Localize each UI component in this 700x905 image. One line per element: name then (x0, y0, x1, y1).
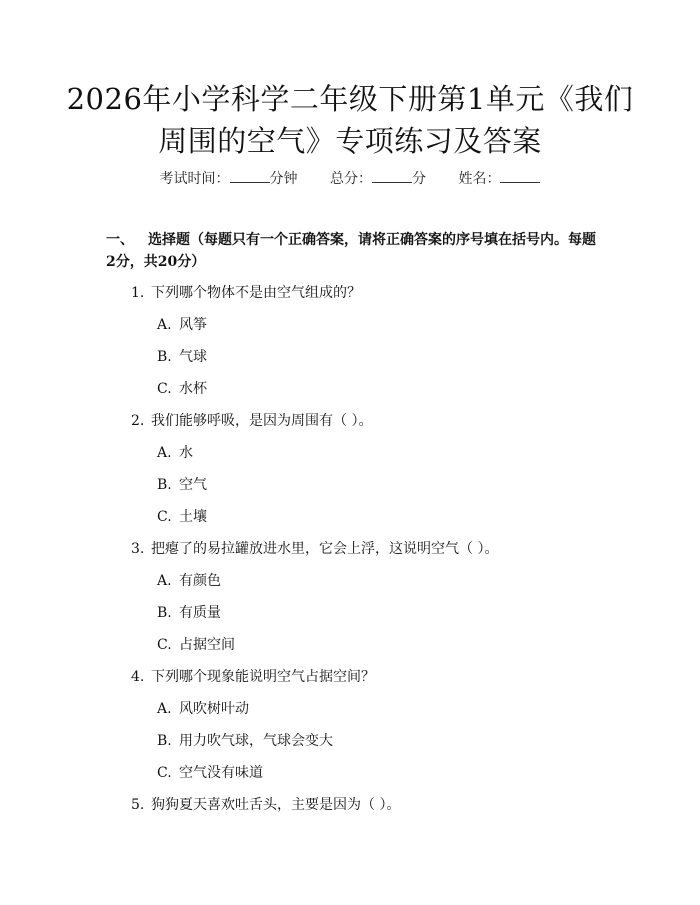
option-text: 空气 (179, 477, 207, 493)
exam-time-blank (230, 170, 270, 183)
exam-time-label: 考试时间： (159, 171, 230, 187)
option-text: 用力吹气球，气球会变大 (179, 733, 333, 749)
option-text: 占据空间 (179, 637, 235, 653)
question-text: 把瘪了的易拉罐放进水里，它会上浮，这说明空气（ ）。 (151, 541, 499, 557)
question-number: 3. (131, 541, 145, 557)
option-letter: A. (157, 573, 172, 589)
option-letter: A. (157, 317, 172, 333)
question-2-option-a (157, 442, 193, 462)
exam-info-line (0, 168, 700, 188)
question-3-option-a (157, 570, 221, 590)
exam-time (160, 168, 298, 188)
total-score-label: 总分： (330, 171, 372, 187)
question-2 (131, 410, 372, 430)
question-4-option-a (157, 698, 249, 718)
question-1 (131, 282, 361, 302)
question-5 (131, 794, 400, 814)
student-name-label: 姓名： (458, 171, 501, 187)
option-letter: C. (157, 509, 172, 525)
exam-time-unit: 分钟 (269, 171, 298, 187)
section-heading-text: 选择题（每题只有一个正确答案，请将正确答案的序号填在括号内。每题2分，共20分） (106, 232, 596, 270)
question-1-option-b (157, 346, 207, 366)
student-name (458, 168, 540, 188)
question-3-option-c (157, 634, 235, 654)
option-letter: C. (157, 765, 172, 781)
option-text: 风筝 (179, 317, 207, 333)
student-name-blank (500, 170, 540, 183)
option-text: 风吹树叶动 (179, 701, 249, 717)
question-1-option-c (157, 378, 207, 398)
option-letter: C. (157, 381, 172, 397)
question-2-option-c (157, 506, 207, 526)
option-letter: B. (157, 733, 172, 749)
question-4-option-b (157, 730, 333, 750)
option-letter: B. (157, 477, 172, 493)
option-text: 水杯 (179, 381, 207, 397)
section-number: 一、 (106, 232, 134, 248)
total-score-blank (372, 170, 412, 183)
total-score-unit: 分 (412, 171, 426, 187)
total-score (330, 168, 426, 188)
question-text: 下列哪个物体不是由空气组成的？ (151, 285, 361, 301)
section-heading (106, 229, 602, 273)
option-text: 气球 (179, 349, 207, 365)
page-title: 2026年小学科学二年级下册第1单元《我们周围的空气》专项练习及答案 (66, 82, 634, 158)
question-text: 我们能够呼吸，是因为周围有（ ）。 (151, 413, 373, 429)
option-text: 水 (179, 445, 193, 461)
question-3-option-b (157, 602, 221, 622)
question-number: 2. (131, 413, 145, 429)
option-letter: B. (157, 349, 172, 365)
question-number: 1. (131, 285, 145, 301)
question-text: 狗狗夏天喜欢吐舌头，主要是因为（ ）。 (151, 797, 401, 813)
question-3 (131, 538, 498, 558)
question-text: 下列哪个现象能说明空气占据空间？ (151, 669, 375, 685)
question-4-option-c (157, 762, 263, 782)
option-text: 空气没有味道 (179, 765, 263, 781)
option-letter: A. (157, 445, 172, 461)
question-2-option-b (157, 474, 207, 494)
option-text: 有颜色 (179, 573, 221, 589)
option-text: 有质量 (179, 605, 221, 621)
option-letter: C. (157, 637, 172, 653)
option-letter: A. (157, 701, 172, 717)
question-1-option-a (157, 314, 207, 334)
option-text: 土壤 (179, 509, 207, 525)
option-letter: B. (157, 605, 172, 621)
question-4 (131, 666, 375, 686)
question-number: 5. (131, 797, 145, 813)
question-number: 4. (131, 669, 145, 685)
